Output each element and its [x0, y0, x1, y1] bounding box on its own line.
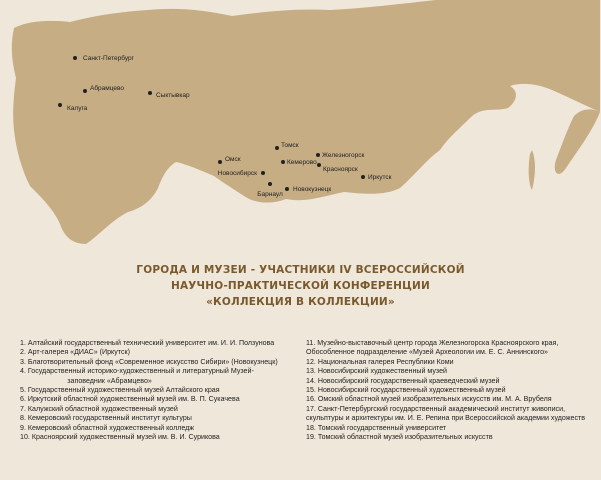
list-item: 2. Арт-галерея «ДИАС» (Иркутск): [20, 348, 130, 357]
participants-list-right: [306, 339, 588, 442]
city-0-label: Санкт-Петербург: [83, 55, 134, 62]
city-7-marker: [281, 160, 285, 164]
list-item: 7. Калужский областной художественный музей: [20, 404, 178, 413]
city-6-label: Омск: [225, 156, 241, 163]
city-5-marker: [316, 153, 320, 157]
city-3-label: Сыктывкар: [156, 92, 190, 99]
city-11-label: Новокузнецк: [293, 186, 332, 193]
city-4-label: Томск: [281, 142, 299, 149]
sakhalin-island: [529, 150, 535, 190]
city-1-marker: [83, 89, 87, 93]
participants-list-left: [20, 339, 298, 442]
list-item: 9. Кемеровский областной художественный колледж: [20, 423, 195, 432]
list-item: 11. Музейно-выставочный центр города Железногорска Красноярского края, Обособленное подразделение «Музей Археологии им. Е. С. Аннинского»: [306, 339, 559, 357]
city-5-label: Железногорск: [322, 152, 365, 159]
russia-silhouette: [12, 0, 600, 244]
list-item: 19. Томский областной музей изобразительных искусств: [306, 433, 493, 442]
list-item: 12. Национальная галерея Республики Коми: [306, 357, 454, 366]
city-2-marker: [58, 103, 62, 107]
city-11-marker: [285, 187, 289, 191]
list-item: 8. Кемеровский государственный институт культуры: [20, 414, 192, 423]
city-10-marker: [361, 175, 365, 179]
city-9-label: Новосибирск: [217, 170, 257, 177]
list-item: 10. Красноярский художественный музей им. В. И. Сурикова: [20, 433, 220, 442]
city-3-marker: [148, 91, 152, 95]
list-item: 1. Алтайский государственный технический университет им. И. И. Ползунова: [20, 339, 275, 347]
list-item: 17. Санкт-Петербургский государственный академический институт живописи, скульптуры и архитектуры им. И. Е. Репина при Всероссийской академии художеств: [306, 404, 586, 423]
title-line-3: «КОЛЛЕКЦИЯ В КОЛЛЕКЦИИ»: [206, 296, 395, 308]
list-item: 15. Новосибирский государственный художественный музей: [306, 386, 506, 395]
map-title: [120, 262, 481, 310]
title-line-1: ГОРОДА И МУЗЕИ - УЧАСТНИКИ IV ВСЕРОССИЙСКОЙ: [136, 264, 465, 276]
city-12-label: Барнаул: [257, 191, 283, 198]
city-10-label: Иркутск: [368, 174, 392, 181]
city-9-marker: [261, 171, 265, 175]
city-12-marker: [268, 182, 272, 186]
list-item: 16. Омский областной музей изобразительных искусств им. М. А. Врубеля: [306, 395, 552, 404]
city-8-marker: [317, 163, 321, 167]
city-4-marker: [275, 146, 279, 150]
city-7-label: Кемерово: [287, 159, 317, 166]
list-item: 4. Государственный историко-художественный и литературный Музей- заповедник «Абрамцево»: [20, 367, 254, 385]
city-1-label: Абрамцево: [90, 85, 125, 92]
list-item: 3. Благотворительный фонд «Современное искусство Сибири» (Новокузнецк): [20, 357, 278, 366]
city-2-label: Калуга: [67, 105, 88, 112]
title-line-2: НАУЧНО-ПРАКТИЧЕСКОЙ КОНФЕРЕНЦИИ: [170, 280, 431, 292]
list-item: 6. Иркутский областной художественный музей им. В. П. Сукачева: [20, 395, 240, 404]
list-item: 18. Томский государственный университет: [306, 423, 447, 432]
city-8-label: Красноярск: [323, 166, 358, 173]
kamchatka-peninsula: [555, 109, 600, 174]
list-item: 13. Новосибирский художественный музей: [306, 367, 447, 376]
city-6-marker: [218, 160, 222, 164]
city-0-marker: [73, 56, 77, 60]
list-item: 5. Государственный художественный музей Алтайского края: [20, 386, 220, 395]
list-item: 14. Новосибирский государственный краеведческий музей: [306, 376, 500, 385]
